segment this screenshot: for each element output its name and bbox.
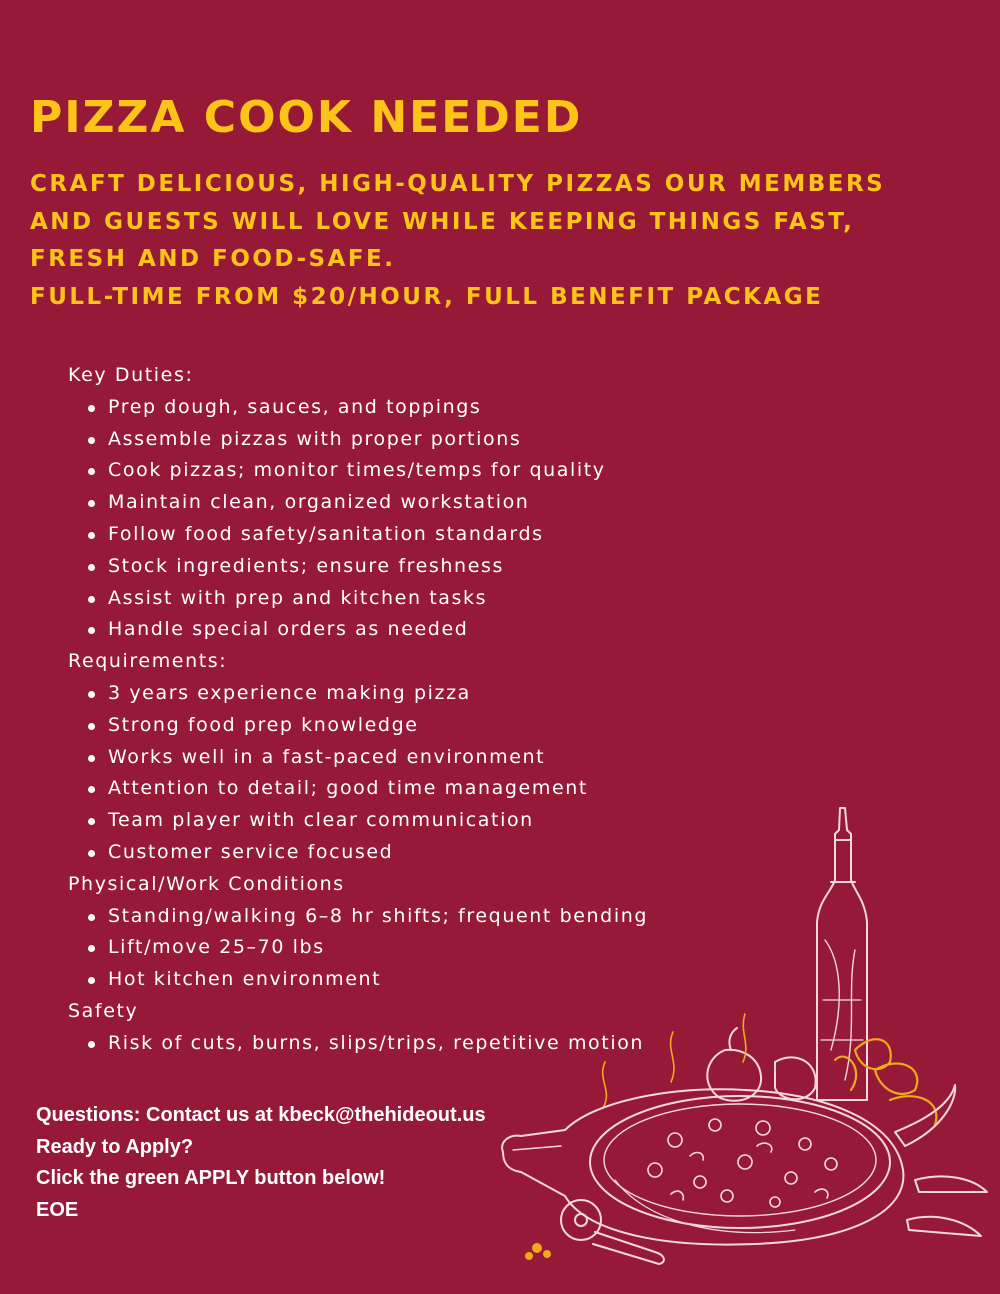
duties-list <box>68 392 768 646</box>
list-item: Risk of cuts, burns, slips/trips, repetitive motion <box>87 1028 768 1060</box>
list-item: Assemble pizzas with proper portions <box>87 424 768 456</box>
duties-heading: Key Duties: <box>68 364 194 386</box>
list-item: Attention to detail; good time management <box>87 773 768 805</box>
list-item: Assist with prep and kitchen tasks <box>87 583 768 615</box>
pizza-on-board-icon <box>502 1089 903 1244</box>
eoe-label: EOE <box>36 1198 79 1221</box>
list-item: Maintain clean, organized workstation <box>87 487 768 519</box>
steam-icon <box>603 1014 746 1108</box>
list-item: 3 years experience making pizza <box>87 678 768 710</box>
page-title: PIZZA COOK NEEDED <box>30 92 583 143</box>
crumbs-icon <box>526 1244 550 1259</box>
summary-line: CRAFT DELICIOUS, HIGH-QUALITY PIZZAS OUR MEMBERS <box>30 171 886 197</box>
list-item: Lift/move 25–70 lbs <box>87 932 768 964</box>
chili-pepper-icon <box>895 1085 987 1236</box>
conditions-heading: Physical/Work Conditions <box>68 872 345 895</box>
list-item: Cook pizzas; monitor times/temps for quality <box>87 455 768 487</box>
summary-line: AND GUESTS WILL LOVE WHILE KEEPING THINGS FAST, <box>30 208 855 235</box>
requirements-heading: Requirements: <box>68 650 228 673</box>
list-item: Customer service focused <box>87 837 768 869</box>
summary-line: FRESH AND FOOD-SAFE. <box>30 246 396 272</box>
list-item: Works well in a fast-paced environment <box>87 742 768 774</box>
ready-line: Ready to Apply? <box>36 1135 194 1158</box>
list-item: Standing/walking 6–8 hr shifts; frequent bending <box>87 901 768 933</box>
pay-line: FULL-TIME FROM $20/HOUR, FULL BENEFIT PACKAGE <box>30 283 824 310</box>
list-item: Follow food safety/sanitation standards <box>87 519 768 551</box>
contact-block <box>36 1100 486 1226</box>
list-item: Strong food prep knowledge <box>87 710 768 742</box>
safety-heading: Safety <box>68 999 139 1022</box>
job-summary <box>30 166 930 316</box>
list-item: Team player with clear communication <box>87 805 768 837</box>
list-item: Handle special orders as needed <box>87 614 768 646</box>
list-item: Prep dough, sauces, and toppings <box>87 392 768 424</box>
list-item: Stock ingredients; ensure freshness <box>87 551 768 583</box>
pizza-illustration <box>495 800 995 1270</box>
list-item: Hot kitchen environment <box>87 964 768 996</box>
apply-instruction: Click the green APPLY button below! <box>36 1167 386 1189</box>
contact-line: Questions: Contact us at kbeck@thehideout.us <box>36 1104 486 1126</box>
